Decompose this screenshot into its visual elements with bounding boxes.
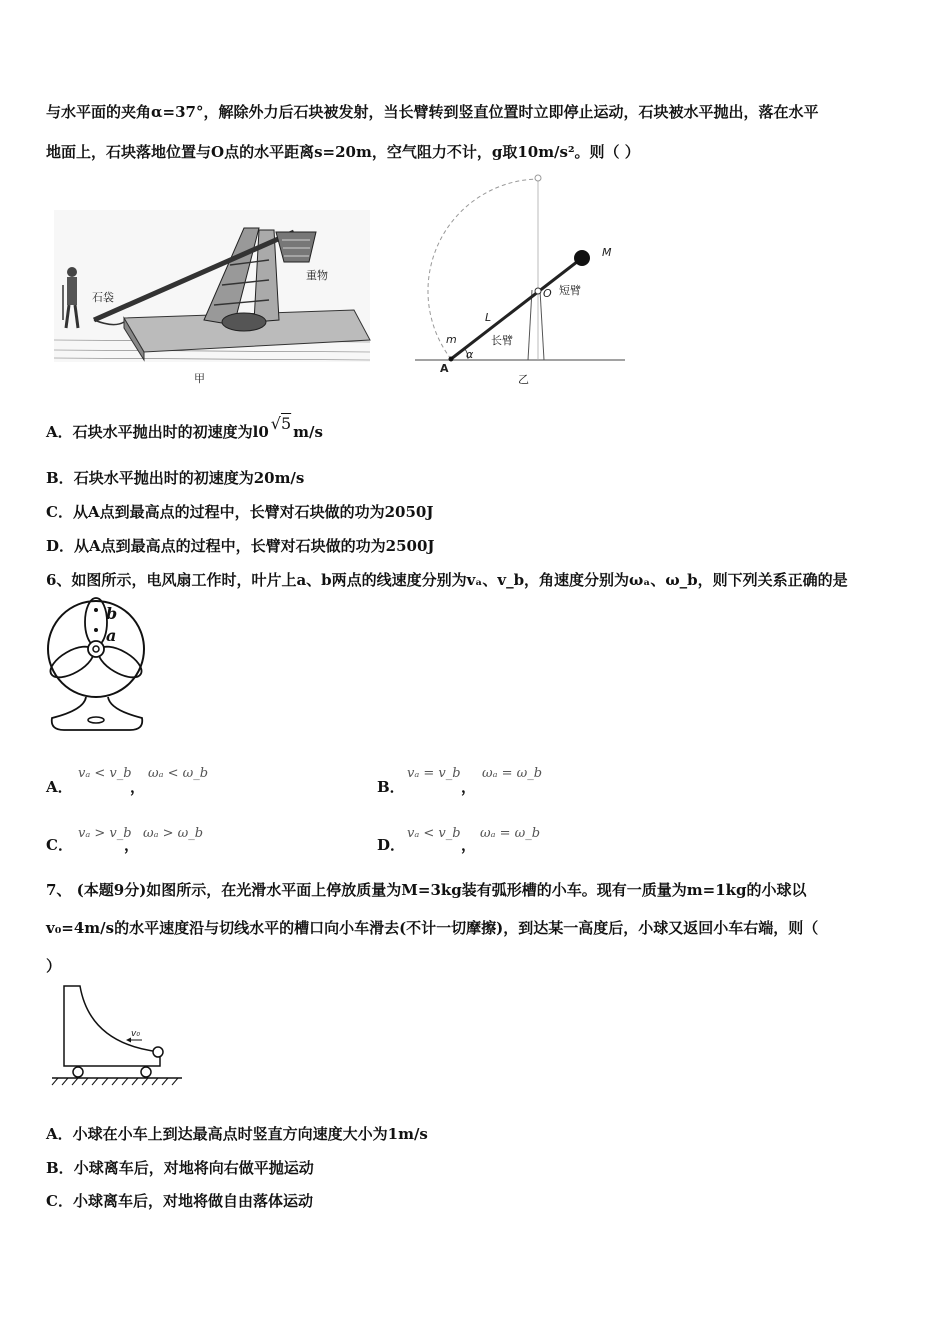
fan-label-b: b (106, 604, 118, 623)
q6-option-a-w: ωₐ < ω_b (148, 766, 209, 781)
q5-option-a[interactable]: A．石块水平抛出时的初速度为l0 √5 m/s (46, 414, 323, 441)
comma: ， (130, 778, 146, 796)
q5-option-b[interactable] (46, 467, 304, 488)
q5-option-d[interactable] (46, 535, 435, 556)
q7-option-a[interactable] (46, 1123, 428, 1144)
label-v0: v₀ (131, 1029, 140, 1039)
option-label: A． (46, 423, 73, 441)
option-label: D． (46, 537, 75, 555)
option-text: 从A点到最高点的过程中，长臂对石块做的功为2500J (74, 537, 435, 555)
option-label: C． (46, 1192, 73, 1210)
q6-option-b-w: ωₐ = ω_b (482, 766, 543, 781)
option-label: C． (46, 503, 73, 521)
q5-option-c[interactable] (46, 501, 433, 522)
q7-stem-line3: ） (46, 957, 62, 975)
fan-label-a: a (106, 626, 117, 645)
option-label: B． (46, 469, 74, 487)
q6-option-d-w: ωₐ = ω_b (480, 826, 541, 841)
electric-fan-diagram (44, 598, 154, 732)
option-text: 小球离车后，对地将做自由落体运动 (72, 1192, 313, 1210)
lever-diagram (410, 170, 630, 370)
option-text: 石块水平抛出时的初速度为20m/s (73, 469, 305, 487)
label-alpha: α (466, 348, 474, 361)
q7-stem-line2: v₀=4m/s的水平速度沿与切线水平的槽口向小车滑去(不计一切摩擦)，到达某一高度后，小球又返回小车右端，则（ (46, 919, 819, 937)
label-M: M (602, 246, 612, 259)
q7-option-b[interactable] (46, 1157, 314, 1178)
label-weight: 重物 (306, 269, 328, 282)
q7-stem-line1: 7、 (本题9分)如图所示，在光滑水平面上停放质量为M=3kg装有弧形槽的小车。现有一质量为m=1kg的小球以 (46, 881, 807, 899)
q6-option-d-v: vₐ < v_b (407, 826, 461, 841)
q6-option-b-label[interactable]: B． (377, 778, 405, 796)
comma: ， (461, 836, 477, 854)
q7-option-c[interactable] (46, 1190, 313, 1211)
label-O: O (543, 287, 552, 300)
q5-stem-line1: 与水平面的夹角α=37°，解除外力后石块被发射，当长臂转到竖直位置时立即停止运动，石块被水平抛出，落在水平 (46, 103, 819, 121)
caption-jia: 甲 (194, 372, 205, 385)
option-unit: m/s (293, 423, 323, 441)
comma: ， (124, 836, 140, 854)
q6-option-b-v: vₐ = v_b (407, 766, 461, 781)
cart-with-curved-track-diagram (50, 982, 185, 1090)
q6-option-c-label[interactable]: C． (46, 836, 73, 854)
option-label: B． (46, 1159, 74, 1177)
q5-stem-line2: 地面上，石块落地位置与O点的水平距离s=20m，空气阻力不计，g取10m/s²。则（ ） (46, 143, 640, 161)
label-A: A (440, 362, 449, 375)
label-long-arm: 长臂 (491, 334, 513, 347)
option-text: 石块水平抛出时的初速度为l0 (72, 423, 269, 441)
option-label: A． (46, 1125, 73, 1143)
comma: ， (461, 778, 477, 796)
label-m: m (446, 333, 457, 346)
option-text: 小球在小车上到达最高点时竖直方向速度大小为1m/s (72, 1125, 428, 1143)
option-text: 从A点到最高点的过程中，长臂对石块做的功为2050J (72, 503, 434, 521)
q6-stem: 6、如图所示，电风扇工作时，叶片上a、b两点的线速度分别为vₐ、v_b，角速度分别为ωₐ、ω_b，则下列关系正确的是 (46, 571, 848, 589)
q6-option-a-v: vₐ < v_b (78, 766, 132, 781)
option-text: 小球离车后，对地将向右做平抛运动 (73, 1159, 314, 1177)
label-stone-bag: 石袋 (92, 291, 114, 304)
caption-yi: 乙 (518, 373, 529, 386)
label-short-arm: 短臂 (559, 284, 581, 297)
q6-option-c-v: vₐ > v_b (78, 826, 132, 841)
q6-option-c-w: ωₐ > ω_b (143, 826, 204, 841)
catapult-illustration (54, 210, 370, 362)
q6-option-a-label[interactable]: A． (46, 778, 73, 796)
sqrt-radicand: 5 (280, 414, 292, 433)
label-L: L (485, 311, 492, 324)
q6-option-d-label[interactable]: D． (377, 836, 406, 854)
